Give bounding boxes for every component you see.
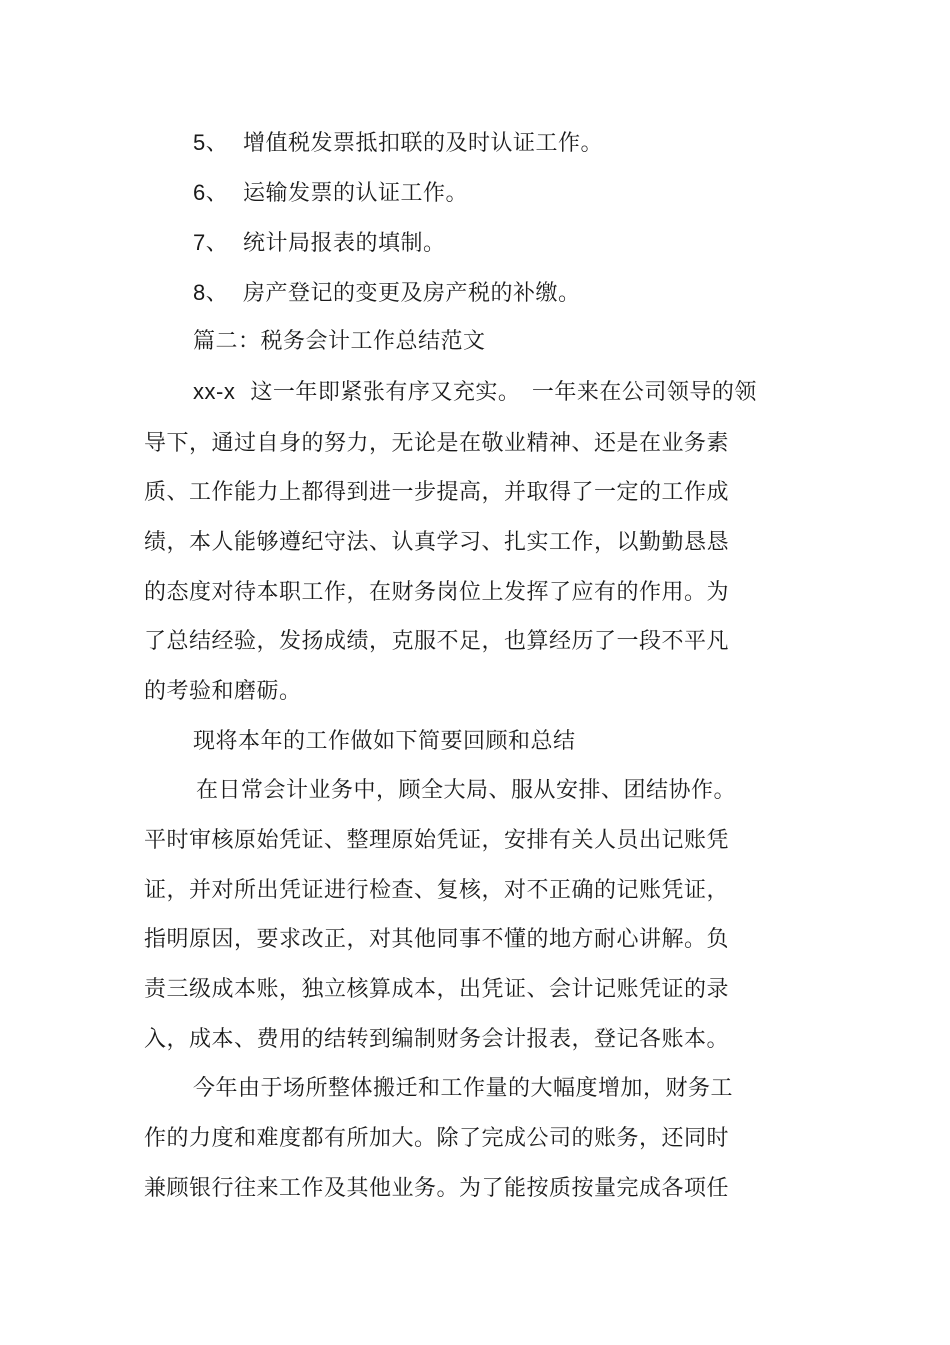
list-item-7 <box>193 228 446 259</box>
paragraph1-line-7: 的考验和磨砺。 <box>144 679 302 704</box>
list-number: 7、 <box>193 230 229 255</box>
list-number: 6、 <box>193 180 229 205</box>
list-number: 5、 <box>193 130 229 155</box>
paragraph3-line-4: 指明原因，要求改正，对其他同事不懂的地方耐心讲解。负 <box>144 927 730 952</box>
list-text: 统计局报表的填制。 <box>243 231 446 256</box>
paragraph1-line-1 <box>193 377 757 408</box>
paragraph3-line-2: 平时审核原始凭证、整理原始凭证，安排有关人员出记账凭 <box>144 828 730 853</box>
paragraph1-line-6: 了总结经验，发扬成绩，克服不足，也算经历了一段不平凡 <box>144 629 730 654</box>
list-text: 运输发票的认证工作。 <box>243 181 469 206</box>
paragraph1-line-5: 的态度对待本职工作，在财务岗位上发挥了应有的作用。为 <box>144 580 730 605</box>
list-item-5 <box>193 128 603 159</box>
section-title: 篇二：税务会计工作总结范文 <box>193 329 486 354</box>
list-item-6 <box>193 178 468 209</box>
paragraph1-line-3: 质、工作能力上都得到进一步提高，并取得了一定的工作成 <box>144 480 730 505</box>
paragraph-text: 这一年即紧张有序又充实。 一年来在公司领导的领 <box>250 380 757 405</box>
paragraph1-line-4: 绩，本人能够遵纪守法、认真学习、扎实工作，以勤勤恳恳 <box>144 530 730 555</box>
paragraph4-line-3: 兼顾银行往来工作及其他业务。为了能按质按量完成各项任 <box>144 1176 730 1201</box>
paragraph3-line-5: 责三级成本账，独立核算成本，出凭证、会计记账凭证的录 <box>144 977 730 1002</box>
paragraph4-line-1: 今年由于场所整体搬迁和工作量的大幅度增加，财务工 <box>193 1076 734 1101</box>
paragraph4-line-2: 作的力度和难度都有所加大。除了完成公司的账务，还同时 <box>144 1126 730 1151</box>
list-text: 增值税发票抵扣联的及时认证工作。 <box>243 131 604 156</box>
list-text: 房产登记的变更及房产税的补缴。 <box>243 281 581 306</box>
paragraph1-line-2: 导下，通过自身的努力，无论是在敬业精神、还是在业务素 <box>144 431 730 456</box>
paragraph3-line-3: 证，并对所出凭证进行检查、复核，对不正确的记账凭证， <box>144 878 730 903</box>
list-number: 8、 <box>193 280 229 305</box>
paragraph3-line-6: 入，成本、费用的结转到编制财务会计报表，登记各账本。 <box>144 1027 730 1052</box>
paragraph2: 现将本年的工作做如下简要回顾和总结 <box>193 729 576 754</box>
paragraph3-line-1: 在日常会计业务中，顾全大局、服从安排、团结协作。 <box>196 778 737 803</box>
list-item-8 <box>193 278 581 309</box>
year-prefix: xx-x <box>193 379 236 404</box>
